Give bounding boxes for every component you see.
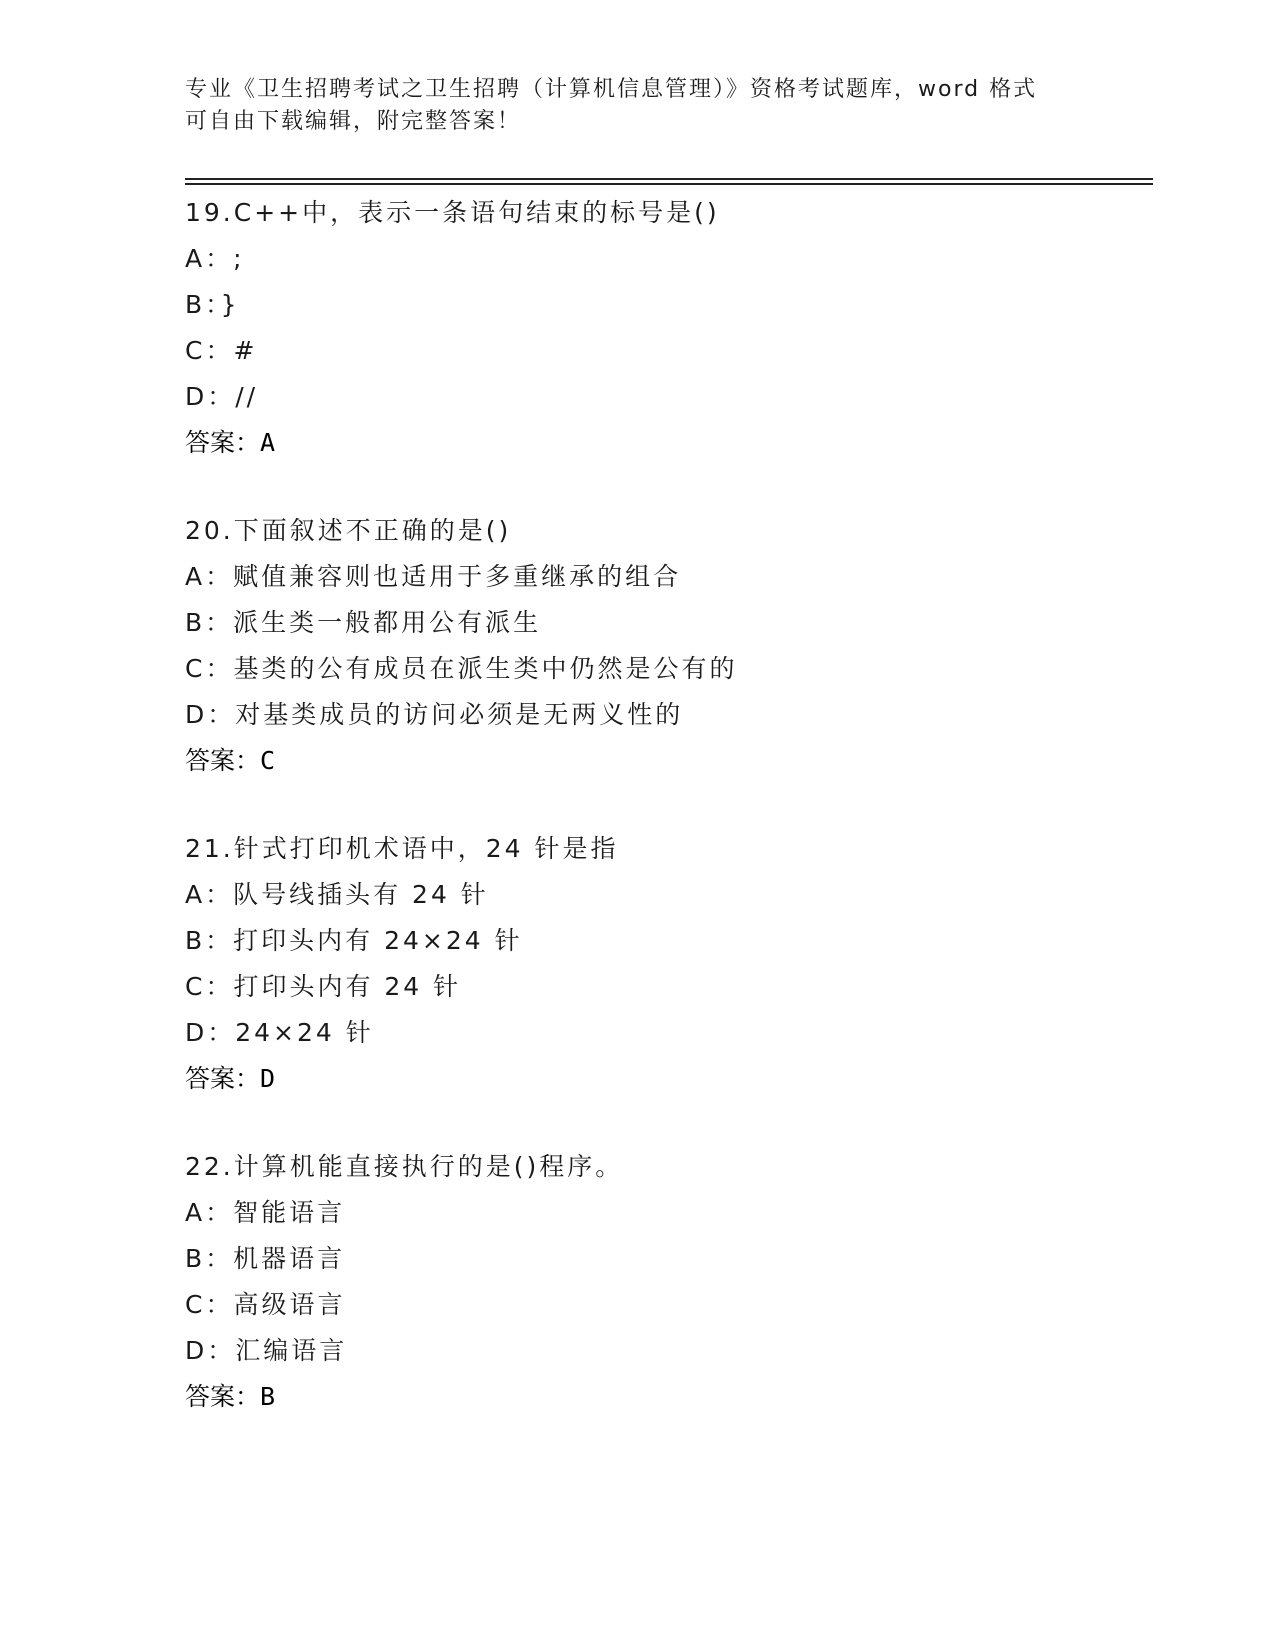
option-c: C：基类的公有成员在派生类中仍然是公有的 <box>185 654 738 683</box>
option-c: C：高级语言 <box>185 1290 346 1319</box>
option-a: A：; <box>185 244 245 273</box>
option-b: B：机器语言 <box>185 1244 346 1273</box>
document-header <box>185 74 1115 138</box>
answer-line: 答案：B <box>185 1382 276 1411</box>
option-d: D：对基类成员的访问必须是无两义性的 <box>185 700 684 729</box>
answer-line: 答案：C <box>185 746 276 775</box>
option-d: D：// <box>185 382 259 411</box>
answer-line: 答案：D <box>185 1064 276 1093</box>
option-d: D：汇编语言 <box>185 1336 348 1365</box>
option-c: C：# <box>185 336 258 365</box>
question-stem: 20.下面叙述不正确的是() <box>185 516 512 545</box>
question-stem: 19.C++中，表示一条语句结束的标号是() <box>185 198 720 227</box>
question-22 <box>185 1144 1145 1420</box>
header-line-1: 专业《卫生招聘考试之卫生招聘（计算机信息管理）》资格考试题库，word 格式 <box>185 77 1038 102</box>
question-stem: 21.针式打印机术语中，24 针是指 <box>185 834 619 863</box>
header-divider-bottom <box>185 183 1153 185</box>
option-a: A：赋值兼容则也适用于多重继承的组合 <box>185 562 682 591</box>
option-a: A：智能语言 <box>185 1198 346 1227</box>
question-19 <box>185 190 1145 466</box>
header-line-2: 可自由下载编辑，附完整答案！ <box>185 109 522 134</box>
option-b: B：} <box>185 290 240 319</box>
option-b: B：打印头内有 24×24 针 <box>185 926 523 955</box>
question-list <box>185 190 1145 1462</box>
option-b: B：派生类一般都用公有派生 <box>185 608 542 637</box>
option-c: C：打印头内有 24 针 <box>185 972 462 1001</box>
question-20 <box>185 508 1145 784</box>
question-21 <box>185 826 1145 1102</box>
option-a: A：队号线插头有 24 针 <box>185 880 489 909</box>
header-divider-top <box>185 178 1153 180</box>
option-d: D：24×24 针 <box>185 1018 374 1047</box>
answer-line: 答案：A <box>185 428 276 457</box>
question-stem: 22.计算机能直接执行的是()程序。 <box>185 1152 624 1181</box>
